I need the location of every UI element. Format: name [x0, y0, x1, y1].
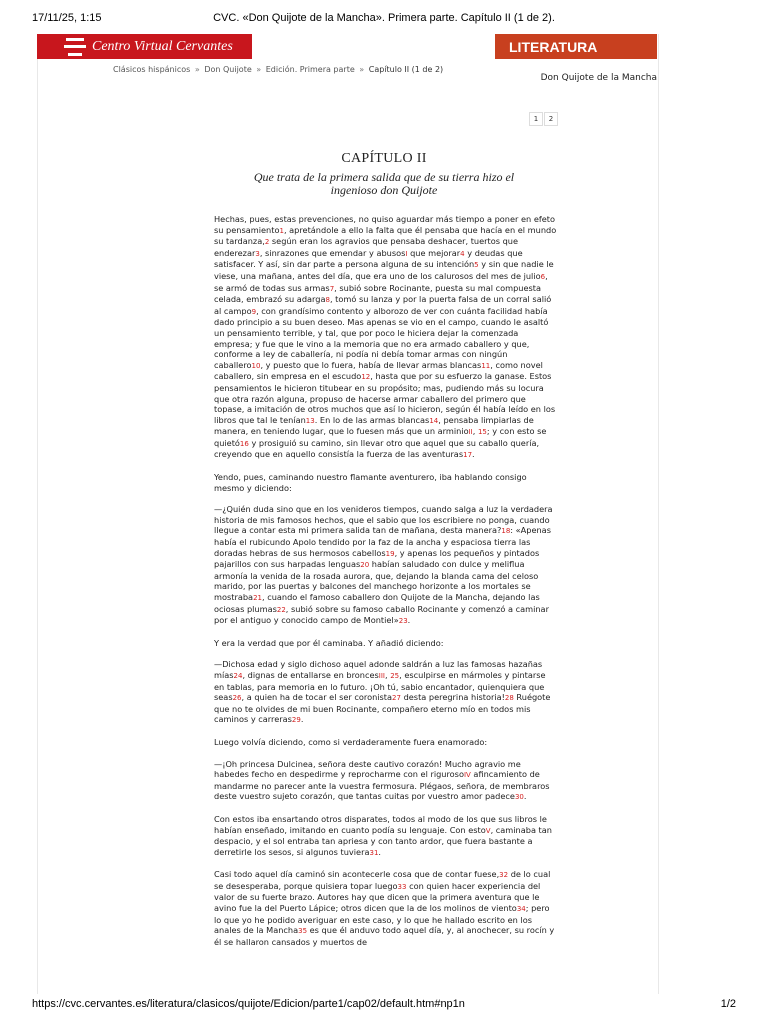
footnote-link[interactable]: 27	[392, 694, 401, 703]
chapter-text	[214, 214, 558, 958]
site-name: Centro Virtual Cervantes	[92, 38, 233, 54]
print-header	[0, 12, 768, 28]
footnote-link[interactable]: 23	[398, 617, 408, 626]
footnote-link[interactable]: 32	[499, 871, 509, 880]
paragraph: Luego volvía diciendo, como si verdaderamente fuera enamorado:	[214, 736, 488, 747]
footnote-link[interactable]: V	[485, 826, 491, 835]
footnote-link[interactable]: 25	[390, 671, 400, 680]
page-tabs	[529, 112, 559, 126]
footnote-link[interactable]: 20	[360, 561, 370, 570]
footnote-link[interactable]: 3	[255, 249, 260, 258]
footnote-link[interactable]: 22	[276, 605, 286, 614]
footnote-link[interactable]: 35	[298, 927, 308, 936]
footnote-link[interactable]: 2	[264, 238, 270, 247]
work-title: Don Quijote de la Mancha	[540, 73, 657, 83]
footnote-link[interactable]: 29	[291, 716, 301, 725]
print-page-number: 1/2	[720, 998, 736, 1010]
paragraph: Con estos iba ensartando otros disparates, todos al modo de los que sus libros le habían enseñado, imitando en cuanto podía su lenguaje. Con estoV, caminaba tan despacio, y el sol entraba tan apriesa y con tanto ardor, que fuera bastante a derretirle los sesos, si algunos tuviera31.	[214, 813, 552, 857]
footnote-link[interactable]: 18	[501, 527, 511, 536]
footnote-link[interactable]: 15	[477, 428, 487, 437]
footnote-link[interactable]: 13	[305, 416, 315, 425]
breadcrumb-link[interactable]: Clásicos hispánicos	[113, 65, 191, 74]
footnote-link[interactable]: 21	[253, 594, 262, 602]
print-date: 17/11/25, 1:15	[32, 12, 102, 24]
paragraph: —¿Quién duda sino que en los venideros tiempos, cuando salga a luz la verdadera historia de mis famosos hechos, que el sabio que los escribiere no ponga, cuando llegue a contar esta mi primera salida tan de mañana, desta manera?18: «Apenas había el rubicundo Apolo tendido por la faz de la ancha y espaciosa tierra las doradas hebras de sus hermosos cabellos19, y apenas los pequeños y pintados pajarillos con sus harpadas lenguas20 habían saludado con dulce y meliflua armonía la venida de la rosada aurora, que, dejando la blanda cama del celoso marido, por las puertas y balcones del manchego horizonte a los mortales se mostraba21, cuando el famoso caballero don Quijote de la Mancha, dejando las ociosas plumas22, subió sobre su famoso caballo Rocinante y comenzó a caminar por el antiguo y conocido campo de Montiel»23.	[214, 504, 553, 626]
footnote-link[interactable]: 16	[239, 439, 249, 448]
footnote-link[interactable]: 5	[474, 261, 479, 270]
page-tab-1[interactable]: 1	[529, 112, 543, 126]
footnote-link[interactable]: 19	[385, 549, 395, 558]
footnote-link[interactable]: 8	[325, 296, 330, 305]
footnote-link[interactable]: 28	[504, 694, 514, 703]
footnote-link[interactable]: 33	[397, 882, 407, 891]
footnote-link[interactable]: 4	[460, 249, 465, 258]
footnote-link[interactable]: 9	[251, 307, 257, 316]
breadcrumb-link[interactable]: Don Quijote	[204, 65, 252, 74]
footnote-link[interactable]: II	[468, 428, 473, 437]
cvc-logo-bar[interactable]	[37, 34, 252, 59]
print-footer	[0, 998, 768, 1014]
paragraph: Hechas, pues, estas prevenciones, no quiso aguardar más tiempo a poner en efeto su pensamiento1, apretándole a ello la falta que él pensaba que hacía en el mundo su tardanza,2 según eran los agravios que pensaba deshacer, tuertos que enderezar3, sinrazones que emendar y abusosI que mejorar4 y deudas que satisfacer. Y así, sin dar parte a persona alguna de su intención5 y sin que nadie le viese, una mañana, antes del día, que era uno de los calurosos del mes de julio6, se armó de todas sus armas7, subió sobre Rocinante, puesta su mal compuesta celada, embrazó su adarga8, tomó su lanza y por la puerta falsa de un corral salió al campo9, con grandísimo contento y alborozo de ver con cuánta facilidad había dado principio a su buen deseo. Mas apenas se vio en el campo, cuando le asaltó un pensamiento terrible, y tal, que por poco le hiciera dejar la comenzada empresa; y fue que le vino a la memoria que no era armado caballero y que, conforme a ley de caballería, ni podía ni debía tomar armas con ningún caballero10, y puesto que lo fuera, había de llevar armas blancas11, como novel caballero, sin empresa en el escudo12, hasta que por su esfuerzo la ganase. Estos pensamientos le hicieron titubear en su propósito; mas, pudiendo más su locura que otra razón alguna, propuso de hacerse armar caballero del primero que topase, a imitación de otros muchos que así lo hicieron, según él había leído en los libros que tal le tenían13. En lo de las armas blancas14, pensaba limpiarlas de manera, en teniendo lugar, que lo fuesen más que un arminioII, 15; y con esto se quietó16 y prosiguió su camino, sin llevar otro que aquel que su caballo quería, creyendo que en aquello consistía la fuerza de las aventuras17.	[214, 214, 557, 460]
section-label: LITERATURA	[509, 38, 598, 55]
breadcrumb-separator: »	[359, 65, 365, 74]
print-title: CVC. «Don Quijote de la Mancha». Primera parte. Capítulo II (1 de 2).	[213, 12, 555, 24]
cvc-logo-icon	[64, 38, 86, 56]
footnote-link[interactable]: 14	[429, 416, 439, 425]
footnote-link[interactable]: 12	[361, 373, 371, 382]
footnote-link[interactable]: 30	[514, 793, 524, 802]
footnote-link[interactable]: 26	[232, 694, 242, 703]
footnote-link[interactable]: 10	[251, 361, 261, 370]
paragraph: Casi todo aquel día caminó sin acontecerle cosa que de contar fuese,32 de lo cual se desesperaba, porque quisiera topar luego33 con quien hacer experiencia del valor de su fuerte brazo. Autores hay que dicen que la primera aventura que le avino fue la del Puerto Lápice; otros dicen que la de los molinos de viento34; pero lo que yo he podido averiguar en este caso, y lo que he hallado escrito en los anales de la Mancha35 es que él anduvo todo aquel día, y, al anochecer, su rocín y él se hallaron cansados y muertos de	[214, 869, 555, 947]
breadcrumb-separator: »	[256, 65, 262, 74]
footnote-link[interactable]: I	[405, 249, 408, 258]
footnote-link[interactable]: 24	[233, 671, 243, 680]
breadcrumb	[113, 65, 443, 74]
footnote-link[interactable]: 31	[369, 848, 379, 857]
paragraph: Y era la verdad que por él caminaba. Y añadió diciendo:	[214, 637, 444, 648]
paragraph: Yendo, pues, caminando nuestro flamante aventurero, iba hablando consigo mesmo y diciendo:	[214, 472, 527, 493]
footnote-link[interactable]: 7	[329, 284, 335, 293]
breadcrumb-separator: »	[194, 65, 200, 74]
page-tab-2[interactable]: 2	[544, 112, 558, 126]
footnote-link[interactable]: 11	[481, 361, 491, 370]
footnote-link[interactable]: 1	[279, 226, 284, 235]
footnote-link[interactable]: IV	[463, 771, 471, 780]
paragraph: —Dichosa edad y siglo dichoso aquel adonde saldrán a luz las famosas hazañas mías24, dignas de entallarse en broncesIII, 25, esculpirse en mármoles y pintarse en tablas, para memoria en lo futuro. ¡Oh tú, sabio encantador, quienquiera que seas26, a quien ha de tocar el ser coronista27 desta peregrina historia!28 Ruégote que no te olvides de mi buen Rocinante, compañero eterno mío en todos mis caminos y carreras29.	[214, 659, 551, 725]
footnote-link[interactable]: 34	[516, 905, 526, 914]
print-url: https://cvc.cervantes.es/literatura/clasicos/quijote/Edicion/parte1/cap02/default.htm#np1n	[32, 998, 465, 1010]
chapter-subtitle: Que trata de la primera salida que de su tierra hizo el ingenioso don Quijote	[253, 170, 515, 197]
chapter-title: CAPÍTULO II	[341, 151, 427, 166]
section-banner[interactable]	[495, 34, 657, 59]
breadcrumb-current: Capítulo II (1 de 2)	[368, 65, 444, 74]
footnote-link[interactable]: 6	[540, 272, 546, 281]
paragraph: —¡Oh princesa Dulcinea, señora deste cautivo corazón! Mucho agravio me habedes fecho en despedirme y reprocharme con el rigurosoIV afincamiento de mandarme no parecer ante la vuestra fermosura. Plégaos, señora, de membraros deste vuestro sujeto corazón, que tantas cuitas por vuestro amor padece30.	[214, 758, 550, 802]
breadcrumb-link[interactable]: Edición. Primera parte	[265, 65, 355, 74]
footnote-link[interactable]: III	[378, 671, 385, 680]
footnote-link[interactable]: 17	[463, 451, 473, 460]
